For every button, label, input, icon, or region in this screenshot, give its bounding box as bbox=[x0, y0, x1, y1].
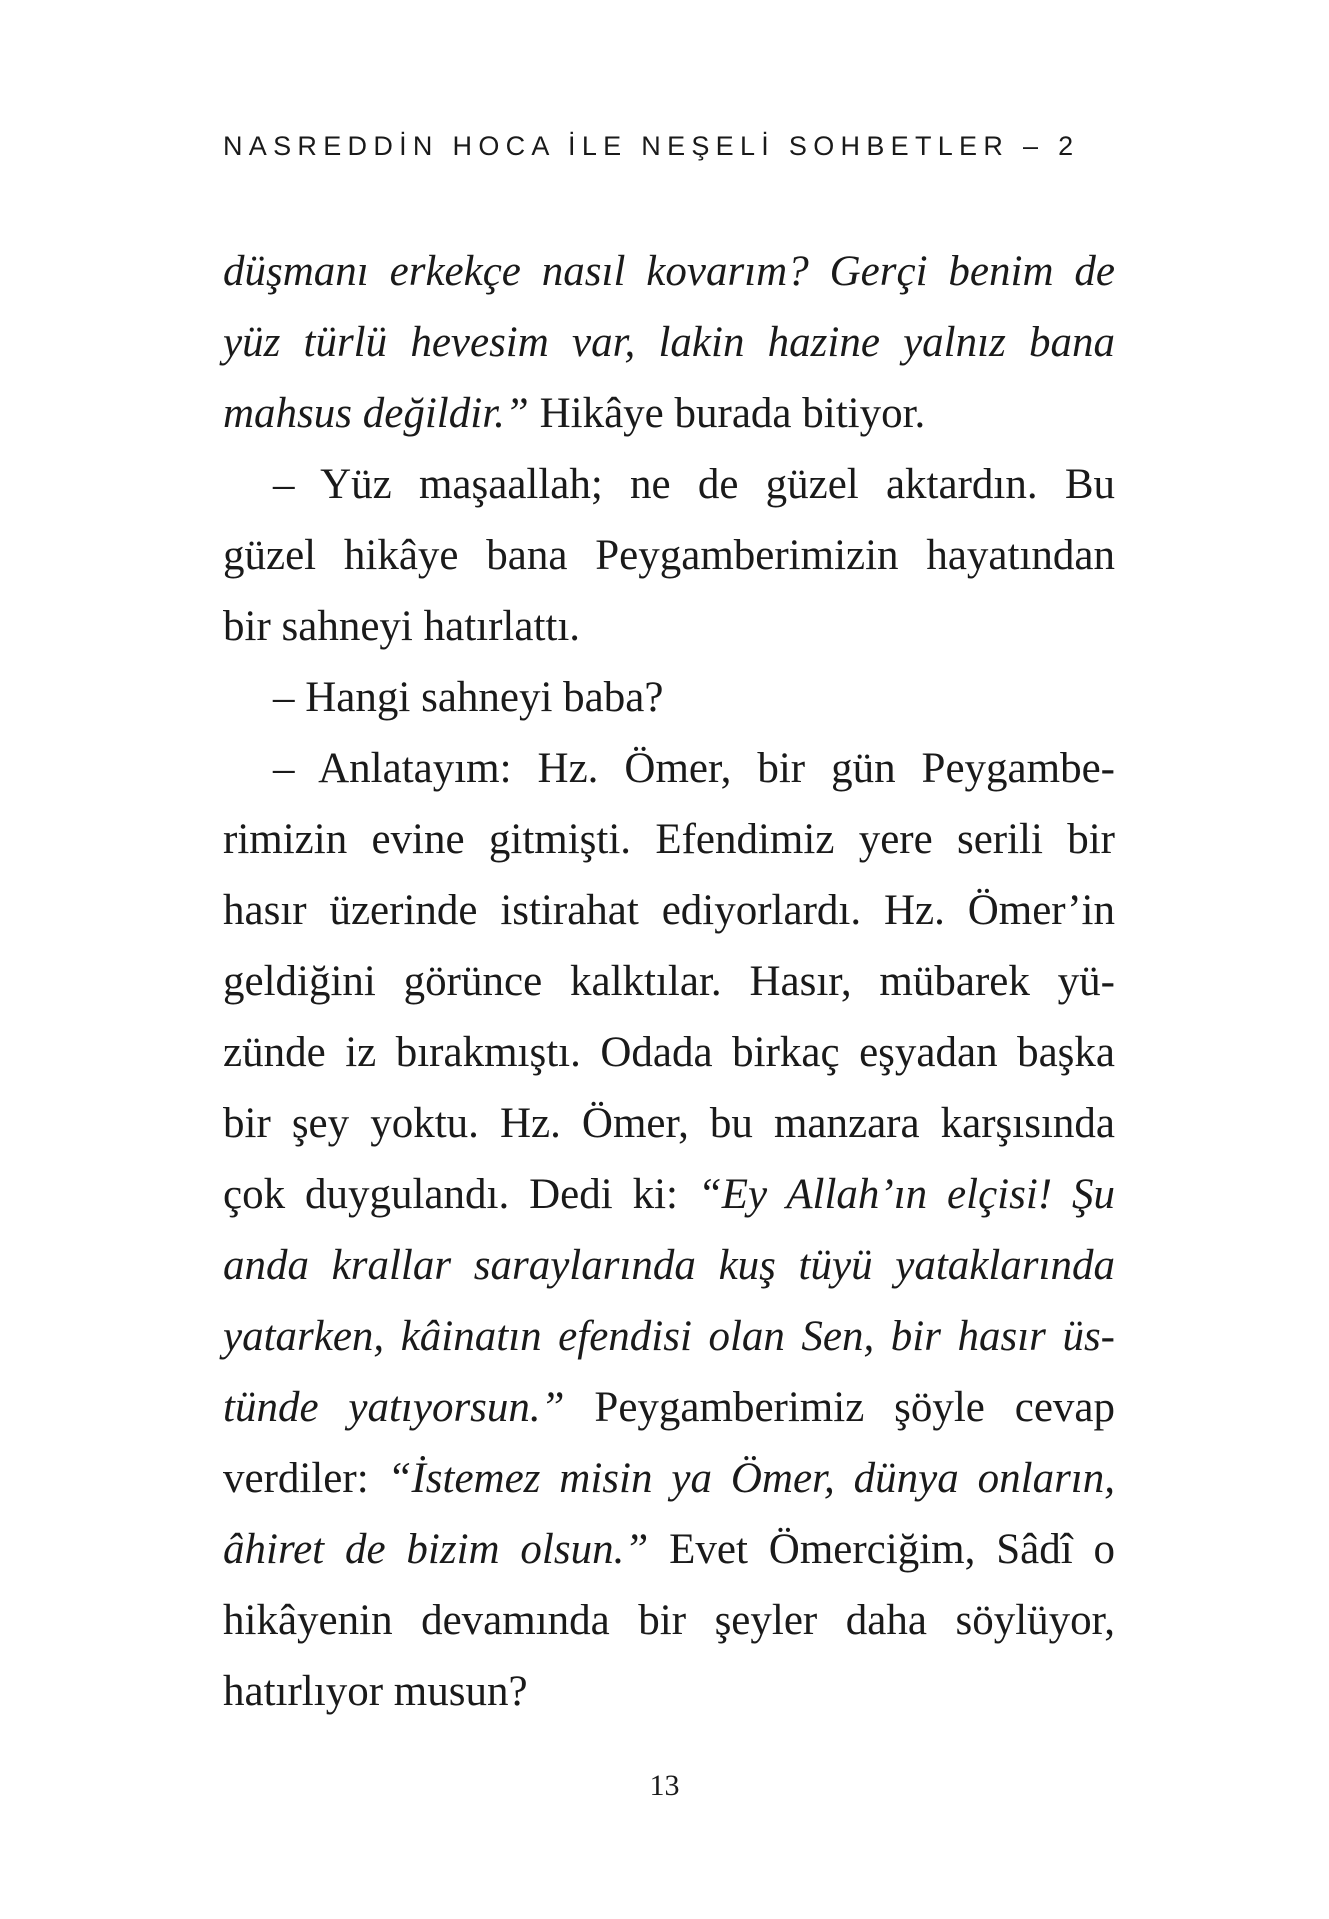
text-line bbox=[223, 236, 1115, 307]
text-line bbox=[223, 1372, 1115, 1443]
text-segment: güzel hikâye bana Peygamberimizin hayatından bbox=[223, 532, 1115, 579]
text-line bbox=[223, 875, 1115, 946]
page-body bbox=[223, 236, 1115, 1727]
text-line bbox=[223, 1585, 1115, 1656]
text-line bbox=[223, 1656, 1115, 1727]
text-line bbox=[223, 449, 1115, 520]
text-line bbox=[223, 1301, 1115, 1372]
text-segment: Hikâye burada bitiyor. bbox=[528, 390, 926, 437]
text-line bbox=[223, 946, 1115, 1017]
running-header: NASREDDİN HOCA İLE NEŞELİ SOHBETLER – 2 bbox=[223, 131, 1080, 161]
text-line bbox=[223, 733, 1115, 804]
text-segment: hatırlıyor musun? bbox=[223, 1668, 528, 1715]
text-segment: çok duygulandı. Dedi ki: bbox=[223, 1171, 698, 1218]
text-segment: anda krallar saraylarında kuş tüyü yataklarında bbox=[223, 1242, 1115, 1289]
text-line bbox=[223, 1159, 1115, 1230]
text-line bbox=[223, 1443, 1115, 1514]
text-line bbox=[223, 662, 1115, 733]
text-segment: hikâyenin devamında bir şeyler daha söylüyor, bbox=[223, 1597, 1115, 1644]
text-segment: yüz türlü hevesim var, lakin hazine yalnız bana bbox=[223, 319, 1115, 366]
text-line bbox=[223, 1514, 1115, 1585]
text-segment: tünde yatıyorsun.” bbox=[223, 1384, 565, 1431]
text-line bbox=[223, 804, 1115, 875]
text-segment: verdiler: bbox=[223, 1455, 388, 1502]
text-line bbox=[223, 591, 1115, 662]
text-line bbox=[223, 378, 1115, 449]
text-line bbox=[223, 520, 1115, 591]
text-segment: yatarken, kâinatın efendisi olan Sen, bir hasır üs- bbox=[223, 1313, 1115, 1360]
text-segment: – Hangi sahneyi baba? bbox=[273, 674, 664, 721]
text-segment: rimizin evine gitmişti. Efendimiz yere serili bir bbox=[223, 816, 1115, 863]
text-line bbox=[223, 1230, 1115, 1301]
text-segment: âhiret de bizim olsun.” bbox=[223, 1526, 649, 1573]
text-segment: hasır üzerinde istirahat ediyorlardı. Hz. Ömer’in bbox=[223, 887, 1115, 934]
text-line bbox=[223, 1017, 1115, 1088]
text-line bbox=[223, 307, 1115, 378]
text-segment: geldiğini görünce kalktılar. Hasır, mübarek yü- bbox=[223, 958, 1115, 1005]
text-segment: bir sahneyi hatırlattı. bbox=[223, 603, 581, 650]
text-segment: bir şey yoktu. Hz. Ömer, bu manzara karşısında bbox=[223, 1100, 1115, 1147]
page-number: 13 bbox=[649, 1769, 680, 1802]
text-segment: düşmanı erkekçe nasıl kovarım? Gerçi benim de bbox=[223, 248, 1115, 295]
text-segment: “İstemez misin ya Ömer, dünya onların, bbox=[387, 1455, 1115, 1502]
text-segment: – Anlatayım: Hz. Ömer, bir gün Peygambe- bbox=[273, 745, 1115, 792]
text-line bbox=[223, 1088, 1115, 1159]
text-segment: zünde iz bırakmıştı. Odada birkaç eşyadan başka bbox=[223, 1029, 1115, 1076]
text-segment: Peygamberimiz şöyle cevap bbox=[564, 1384, 1115, 1431]
text-segment: “Ey Allah’ın elçisi! Şu bbox=[697, 1171, 1116, 1218]
text-segment: – Yüz maşaallah; ne de güzel aktardın. Bu bbox=[273, 461, 1115, 508]
text-segment: Evet Ömerciğim, Sâdî o bbox=[648, 1526, 1115, 1573]
text-segment: mahsus değildir.” bbox=[223, 390, 529, 437]
